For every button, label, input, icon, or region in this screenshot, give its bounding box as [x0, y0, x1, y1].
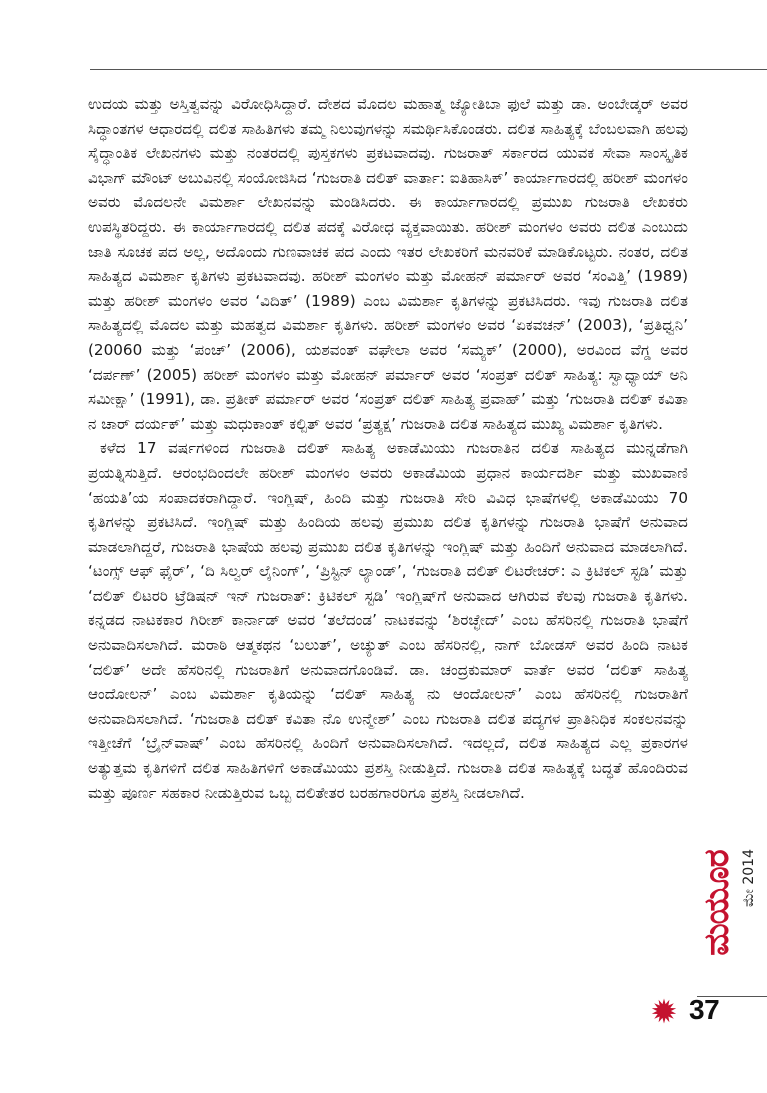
masthead-brand-text: ಮಯೂರ: [697, 850, 737, 956]
page-number: 37: [689, 994, 720, 1025]
article-body: [88, 92, 688, 805]
sunburst-icon: [651, 998, 677, 1024]
issue-date: [737, 818, 761, 938]
article-paragraph: ಕಳೆದ 17 ವರ್ಷಗಳಿಂದ ಗುಜರಾತಿ ದಲಿತ್ ಸಾಹಿತ್ಯ ಅಕಾಡೆಮಿಯು ಗುಜರಾತಿನ ದಲಿತ ಸಾಹಿತ್ಯದ ಮುನ್ನಡೆಗಾಗಿ ಪ್ರಯತ್ನಿಸುತ್ತಿದೆ. ಆರಂಭದಿಂದಲೇ ಹರೀಶ್ ಮಂಗಳಂ ಅವರು ಅಕಾಡೆಮಿಯ ಪ್ರಧಾನ ಕಾರ್ಯದರ್ಶಿ ಮತ್ತು ಮುಖವಾಣಿ ‘ಹಯತಿ’ಯ ಸಂಪಾದಕರಾಗಿದ್ದಾರೆ. ಇಂಗ್ಲಿಷ್, ಹಿಂದಿ ಮತ್ತು ಗುಜರಾತಿ ಸೇರಿ ವಿವಿಧ ಭಾಷೆಗಳಲ್ಲಿ ಅಕಾಡೆಮಿಯು 70 ಕೃತಿಗಳನ್ನು ಪ್ರಕಟಿಸಿದೆ. ಇಂಗ್ಲಿಷ್ ಮತ್ತು ಹಿಂದಿಯ ಹಲವು ಪ್ರಮುಖ ದಲಿತ ಕೃತಿಗಳನ್ನು ಗುಜರಾತಿ ಭಾಷೆಗೆ ಅನುವಾದ ಮಾಡಲಾಗಿದ್ದರೆ, ಗುಜರಾತಿ ಭಾಷೆಯ ಹಲವು ಪ್ರಮುಖ ದಲಿತ ಕೃತಿಗಳನ್ನು ಇಂಗ್ಲಿಷ್ ಮತ್ತು ಹಿಂದಿಗೆ ಅನುವಾದ ಮಾಡಲಾಗಿದೆ. ‘ಟಂಗ್ಸ್ ಆಫ್ ಫೈರ್’, ‘ದಿ ಸಿಲ್ವರ್ ಲೈನಿಂಗ್’, ‘ಪ್ರಿಸ್ಟಿನ್ ಲ್ಯಾಂಡ್’, ‘ಗುಜರಾತಿ ದಲಿತ್ ಲಿಟರೇಚರ್: ಎ ಕ್ರಿಟಿಕಲ್ ಸ್ಟಡಿ’ ಮತ್ತು ‘ದಲಿತ್ ಲಿಟರರಿ ಟ್ರೆಡಿಷನ್ ಇನ್ ಗುಜರಾತ್: ಕ್ರಿಟಿಕಲ್ ಸ್ಟಡಿ’ ಇಂಗ್ಲಿಷ್‌ಗೆ ಅನುವಾದ ಆಗಿರುವ ಕೆಲವು ಗುಜರಾತಿ ಕೃತಿಗಳು. ಕನ್ನಡದ ನಾಟಕಕಾರ ಗಿರೀಶ್ ಕಾರ್ನಾಡ್ ಅವರ ‘ತಲೆದಂಡ’ ನಾಟಕವನ್ನು ‘ಶಿರಚ್ಛೇದ್’ ಎಂಬ ಹೆಸರಿನಲ್ಲಿ ಗುಜರಾತಿ ಭಾಷೆಗೆ ಅನುವಾದಿಸಲಾಗಿದೆ. ಮರಾಠಿ ಆತ್ಮಕಥನ ‘ಬಲುತ್’, ಅಚ್ಯುತ್ ಎಂಬ ಹೆಸರಿನಲ್ಲಿ, ನಾಗ್ ಬೋಡಸ್ ಅವರ ಹಿಂದಿ ನಾಟಕ ‘ದಲಿತ್’ ಅದೇ ಹೆಸರಿನಲ್ಲಿ ಗುಜರಾತಿಗೆ ಅನುವಾದಗೊಂಡಿವೆ. ಡಾ. ಚಂದ್ರಕುಮಾರ್ ವಾರ್ತೆ ಅವರ ‘ದಲಿತ್ ಸಾಹಿತ್ಯ ಆಂದೋಲನ್’ ಎಂಬ ವಿಮರ್ಶಾ ಕೃತಿಯನ್ನು ‘ದಲಿತ್ ಸಾಹಿತ್ಯ ನು ಆಂದೋಲನ್’ ಎಂಬ ಹೆಸರಿನಲ್ಲಿ ಗುಜರಾತಿಗೆ ಅನುವಾದಿಸಲಾಗಿದೆ. ‘ಗುಜರಾತಿ ದಲಿತ್ ಕವಿತಾ ನೊ ಉನ್ಮೇಶ್’ ಎಂಬ ಗುಜರಾತಿ ದಲಿತ ಪದ್ಯಗಳ ಪ್ರಾತಿನಿಧಿಕ ಸಂಕಲನವನ್ನು ಇತ್ತೀಚೆಗೆ ‘ಬ್ರೈನ್‌ವಾಷ್’ ಎಂಬ ಹೆಸರಿನಲ್ಲಿ ಹಿಂದಿಗೆ ಅನುವಾದಿಸಲಾಗಿದೆ. ಇದಲ್ಲದೆ, ದಲಿತ ಸಾಹಿತ್ಯದ ಎಲ್ಲ ಪ್ರಕಾರಗಳ ಅತ್ಯುತ್ತಮ ಕೃತಿಗಳಿಗೆ ದಲಿತ ಸಾಹಿತಿಗಳಿಗೆ ಅಕಾಡೆಮಿಯು ಪ್ರಶಸ್ತಿ ನೀಡುತ್ತಿದೆ. ಗುಜರಾತಿ ದಲಿತ ಸಾಹಿತ್ಯಕ್ಕೆ ಬದ್ಧತೆ ಹೊಂದಿರುವ ಮತ್ತು ಪೂರ್ಣ ಸಹಕಾರ ನೀಡುತ್ತಿರುವ ಒಬ್ಬ ದಲಿತೇತರ ಬರಹಗಾರರಿಗೂ ಪ್ರಶಸ್ತಿ ನೀಡಲಾಗಿದೆ.: [88, 439, 688, 802]
issue-date-text: ಮೇ 2014: [741, 849, 757, 907]
sunburst-core: [658, 1005, 670, 1017]
folio: [651, 996, 761, 1026]
masthead: [697, 818, 763, 988]
header-rule: [90, 69, 767, 70]
masthead-brand: [697, 818, 737, 988]
article-paragraph: ಉದಯ ಮತ್ತು ಅಸ್ತಿತ್ವವನ್ನು ವಿರೋಧಿಸಿದ್ದಾರೆ. ದೇಶದ ಮೊದಲ ಮಹಾತ್ಮ ಜ್ಯೋತಿಬಾ ಫುಲೆ ಮತ್ತು ಡಾ. ಅಂಬೇಡ್ಕರ್ ಅವರ ಸಿದ್ಧಾಂತಗಳ ಆಧಾರದಲ್ಲಿ ದಲಿತ ಸಾಹಿತಿಗಳು ತಮ್ಮ ನಿಲುವುಗಳನ್ನು ಸಮರ್ಥಿಸಿಕೊಂಡರು. ದಲಿತ ಸಾಹಿತ್ಯಕ್ಕೆ ಬೆಂಬಲವಾಗಿ ಹಲವು ಸೈದ್ಧಾಂತಿಕ ಲೇಖನಗಳು ಮತ್ತು ನಂತರದಲ್ಲಿ ಪುಸ್ತಕಗಳು ಪ್ರಕಟವಾದವು. ಗುಜರಾತ್ ಸರ್ಕಾರದ ಯುವಕ ಸೇವಾ ಸಾಂಸ್ಕೃತಿಕ ವಿಭಾಗ್ ಮೌಂಟ್ ಅಬುವಿನಲ್ಲಿ ಸಂಯೋಜಿಸಿದ ‘ಗುಜರಾತಿ ದಲಿತ್ ವಾರ್ತಾ: ಐತಿಹಾಸಿಕ್’ ಕಾರ್ಯಾಗಾರದಲ್ಲಿ ಹರೀಶ್ ಮಂಗಳಂ ಅವರು ಮೊದಲನೇ ವಿಮರ್ಶಾ ಲೇಖನವನ್ನು ಮಂಡಿಸಿದರು. ಈ ಕಾರ್ಯಾಗಾರದಲ್ಲಿ ಪ್ರಮುಖ ಗುಜರಾತಿ ಲೇಖಕರು ಉಪಸ್ಥಿತರಿದ್ದರು. ಈ ಕಾರ್ಯಾಗಾರದಲ್ಲಿ ದಲಿತ ಪದಕ್ಕೆ ವಿರೋಧ ವ್ಯಕ್ತವಾಯಿತು. ಹರೀಶ್ ಮಂಗಳಂ ಅವರು ದಲಿತ ಎಂಬುದು ಜಾತಿ ಸೂಚಕ ಪದ ಅಲ್ಲ, ಅದೊಂದು ಗುಣವಾಚಕ ಪದ ಎಂದು ಇತರ ಲೇಖಕರಿಗೆ ಮನವರಿಕೆ ಮಾಡಿಕೊಟ್ಟರು. ನಂತರ, ದಲಿತ ಸಾಹಿತ್ಯದ ವಿಮರ್ಶಾ ಕೃತಿಗಳು ಪ್ರಕಟವಾದವು. ಹರೀಶ್ ಮಂಗಳಂ ಮತ್ತು ಮೋಹನ್ ಪರ್ಮಾರ್ ಅವರ ‘ಸಂವಿತ್ತಿ’ (1989) ಮತ್ತು ಹರೀಶ್ ಮಂಗಳಂ ಅವರ ‘ವಿದಿತ್’ (1989) ಎಂಬ ವಿಮರ್ಶಾ ಕೃತಿಗಳನ್ನು ಪ್ರಕಟಿಸಿದರು. ಇವು ಗುಜರಾತಿ ದಲಿತ ಸಾಹಿತ್ಯದಲ್ಲಿ ಮೊದಲ ಮತ್ತು ಮಹತ್ವದ ವಿಮರ್ಶಾ ಕೃತಿಗಳು. ಹರೀಶ್ ಮಂಗಳಂ ಅವರ ‘ಏಕವಚನ್’ (2003), ‘ಪ್ರತಿಧ್ವನಿ’ (20060 ಮತ್ತು ‘ಪಂಚ್’ (2006), ಯಶವಂತ್ ವಘೇಲಾ ಅವರ ‘ಸಮ್ಯಕ್’ (2000), ಅರವಿಂದ ವೆಗ್ಡ ಅವರ ‘ದರ್ಪಣ್’ (2005) ಹರೀಶ್ ಮಂಗಳಂ ಮತ್ತು ಮೋಹನ್ ಪರ್ಮಾರ್ ಅವರ ‘ಸಂಪ್ರತ್ ದಲಿತ್ ಸಾಹಿತ್ಯ: ಸ್ವಾಧ್ಯಾಯ್ ಅನಿ ಸಮೀಕ್ಷಾ’ (1991), ಡಾ. ಪ್ರತೀಕ್ ಪರ್ಮಾರ್ ಅವರ ‘ಸಂಪ್ರತ್ ದಲಿತ್ ಸಾಹಿತ್ಯ ಪ್ರವಾಹ್’ ಮತ್ತು ‘ಗುಜರಾತಿ ದಲಿತ್ ಕವಿತಾ ನ ಚಾರ್ ದರ್ಯಕ್’ ಮತ್ತು ಮಧುಕಾಂತ್ ಕಲ್ಪಿತ್ ಅವರ ‘ಪ್ರತ್ಯಕ್ಷ’ ಗುಜರಾತಿ ದಲಿತ ಸಾಹಿತ್ಯದ ಮುಖ್ಯ ವಿಮರ್ಶಾ ಕೃತಿಗಳು.: [88, 95, 688, 433]
